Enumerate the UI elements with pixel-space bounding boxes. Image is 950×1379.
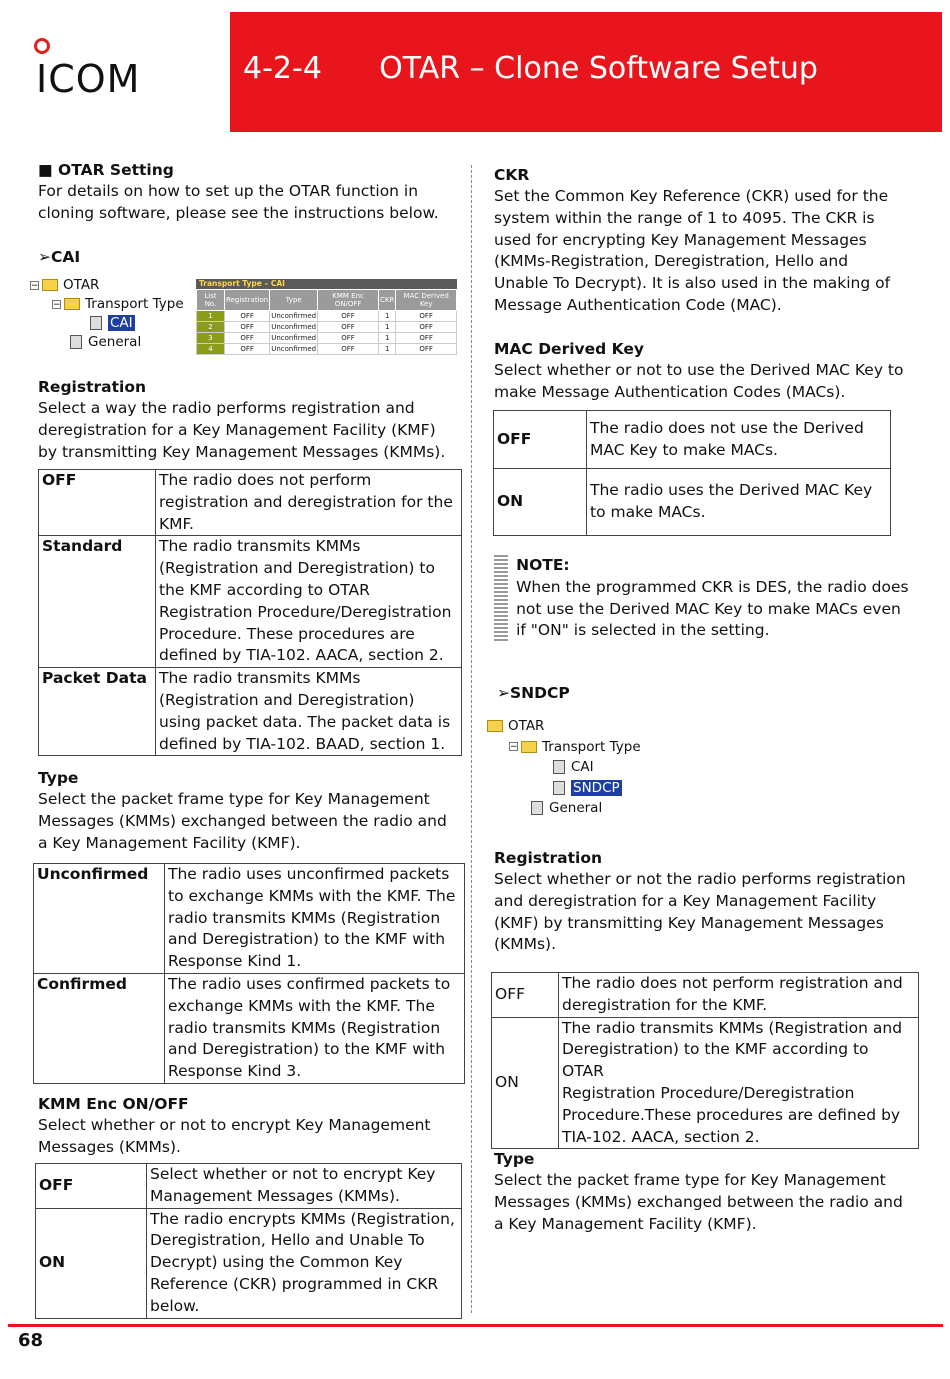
- text-line: Select a way the radio performs registration and: [38, 399, 415, 417]
- text-line: Reference (CKR) programmed in CKR: [150, 1274, 439, 1293]
- text-line: Select the packet frame type for Key Management: [494, 1171, 886, 1189]
- collapse-icon[interactable]: −: [510, 742, 518, 752]
- table-row: [36, 1208, 462, 1318]
- mac-table: [493, 410, 891, 536]
- note-box: [494, 555, 909, 643]
- option-desc: [147, 1164, 462, 1209]
- sndcp-registration-heading: Registration: [494, 849, 603, 867]
- option-desc: [147, 1208, 462, 1318]
- cai-heading: ➢CAI: [38, 248, 81, 266]
- tree-node-sndcp[interactable]: [487, 778, 657, 799]
- table-row: [39, 668, 462, 756]
- text-line: Procedure.These procedures are defined by: [562, 1105, 901, 1124]
- document-icon: [70, 335, 82, 349]
- option-desc: [165, 973, 465, 1083]
- text-line: MAC Key to make MACs.: [590, 440, 778, 459]
- collapse-icon[interactable]: −: [31, 280, 39, 291]
- cell[interactable]: OFF: [318, 322, 379, 333]
- text-line: Registration Procedure/Deregistration: [562, 1083, 855, 1102]
- text-line: Set the Common Key Reference (CKR) used for the: [494, 187, 889, 205]
- table-row[interactable]: [197, 333, 457, 344]
- text-line: exchange KMMs with the KMF. The: [168, 996, 435, 1015]
- otar-setting-heading: ■ OTAR Setting: [38, 161, 174, 179]
- text-line: defined by TIA-102. BAAD, section 1.: [159, 734, 446, 753]
- cell[interactable]: OFF: [225, 322, 270, 333]
- cell[interactable]: Unconfirmed: [271, 345, 317, 353]
- page-title: 4-2-4 OTAR – Clone Software Setup: [243, 51, 818, 86]
- option-desc: [165, 864, 465, 974]
- table-row[interactable]: [197, 322, 457, 333]
- text-line: Select whether or not to encrypt Key: [150, 1165, 436, 1183]
- text-line: cloning software, please see the instructions below.: [38, 203, 439, 222]
- folder-icon: [521, 741, 537, 753]
- table-row[interactable]: [197, 344, 457, 355]
- option-name: ON: [494, 469, 587, 536]
- document-icon: [553, 781, 565, 795]
- text-line: Decrypt) using the Common Key: [150, 1253, 403, 1272]
- registration-heading: Registration: [38, 378, 147, 396]
- option-name: OFF: [39, 470, 156, 536]
- text-line: The radio transmits KMMs (Registration and: [562, 1018, 903, 1037]
- text-line: a Key Management Facility (KMF).: [494, 1214, 757, 1233]
- cell[interactable]: Unconfirmed: [271, 334, 317, 342]
- registration-text: [38, 398, 445, 463]
- option-name: OFF: [492, 973, 559, 1018]
- cell[interactable]: Unconfirmed: [271, 312, 317, 320]
- text-line: Deregistration) to the KMF according to OTAR: [562, 1040, 869, 1081]
- text-line: defined by TIA-102. AACA, section 2.: [159, 646, 444, 665]
- folder-icon: [42, 279, 58, 291]
- tree-label: General: [549, 800, 603, 816]
- tree-node-general[interactable]: [30, 333, 190, 352]
- ckr-heading: CKR: [494, 166, 530, 184]
- text-line: if "ON" is selected in the setting.: [516, 621, 770, 640]
- col-header: List No.: [197, 290, 225, 311]
- note-marker-icon: [494, 555, 508, 643]
- text-line: Select whether or not to encrypt Key Management: [38, 1116, 431, 1134]
- ckr-text: [494, 186, 890, 317]
- document-icon: [553, 760, 565, 774]
- cell[interactable]: OFF: [225, 311, 270, 322]
- footer-rule: [8, 1324, 943, 1327]
- col-header: CKR: [379, 290, 396, 311]
- text-line: The radio uses confirmed packets to: [168, 974, 451, 993]
- kmm-enc-text: [38, 1115, 431, 1159]
- text-line: Response Kind 3.: [168, 1062, 302, 1081]
- table-row: [494, 469, 891, 536]
- cell[interactable]: OFF: [318, 311, 379, 322]
- text-line: and Deregistration) to the KMF with: [168, 930, 446, 949]
- cell[interactable]: 1: [379, 333, 396, 344]
- sndcp-heading: ➢SNDCP: [497, 684, 570, 702]
- icom-logo: [34, 38, 159, 100]
- text-line: deregistration for the KMF.: [562, 995, 768, 1014]
- text-line: Select whether or not to use the Derived MAC Key to: [494, 361, 904, 379]
- table-row: [39, 536, 462, 668]
- option-desc: [156, 668, 462, 756]
- tree-node-cai[interactable]: [487, 757, 657, 778]
- table-row[interactable]: [197, 311, 457, 322]
- tree-node-otar[interactable]: [30, 276, 190, 295]
- cell: 3: [197, 333, 225, 344]
- text-line: The radio encrypts KMMs (Registration,: [150, 1209, 455, 1228]
- cell[interactable]: Unconfirmed: [271, 323, 317, 331]
- registration-table: [38, 469, 462, 756]
- text-line: Management Messages (KMMs).: [150, 1186, 400, 1205]
- cell[interactable]: 1: [379, 344, 396, 355]
- tree-label: OTAR: [63, 277, 100, 293]
- text-line: Procedure. These procedures are: [159, 624, 415, 643]
- text-line: The radio does not perform registration and: [562, 974, 903, 992]
- cell[interactable]: 1: [379, 322, 396, 333]
- note-heading: NOTE:: [516, 556, 570, 574]
- type-heading: Type: [38, 769, 79, 787]
- table-row: [34, 864, 465, 974]
- col-header: Registration: [225, 290, 270, 311]
- column-divider: [471, 165, 472, 1313]
- tree-label: General: [88, 334, 142, 350]
- tree-label: Transport Type: [542, 738, 641, 755]
- table-row: [492, 1017, 919, 1149]
- tree-node-transport[interactable]: [30, 295, 190, 314]
- text-line: (Registration and Deregistration) to: [159, 559, 435, 578]
- tree-label: Transport Type: [85, 296, 184, 312]
- option-name: ON: [492, 1017, 559, 1149]
- text-line: to make MACs.: [590, 503, 706, 521]
- text-line: Select whether or not the radio performs registration: [494, 870, 906, 888]
- option-name: OFF: [494, 411, 587, 469]
- tree-label: CAI: [110, 315, 133, 331]
- tree-node-otar[interactable]: [487, 716, 657, 737]
- sndcp-tree: [487, 716, 657, 819]
- title-banner: [230, 12, 942, 132]
- text-line: The radio transmits KMMs: [159, 537, 361, 556]
- mac-text: [494, 360, 904, 404]
- option-desc: [559, 973, 919, 1018]
- text-line: Messages (KMMs).: [38, 1137, 181, 1156]
- page-number: 68: [18, 1330, 44, 1351]
- text-line: a Key Management Facility (KMF).: [38, 833, 301, 852]
- table-row: [492, 973, 919, 1018]
- text-line: Message Authentication Code (MAC).: [494, 295, 782, 314]
- tree-node-general[interactable]: [487, 798, 657, 819]
- text-line: radio transmits KMMs (Registration: [168, 908, 441, 927]
- option-desc: [587, 469, 891, 536]
- text-line: not use the Derived MAC Key to make MACs even: [516, 599, 901, 618]
- text-line: Response Kind 1.: [168, 952, 302, 971]
- cell[interactable]: OFF: [396, 311, 457, 322]
- text-line: Messages (KMMs) exchanged between the radio and: [494, 1192, 903, 1211]
- note-content: [516, 555, 909, 642]
- text-line: and deregistration for a Key Management Facility: [494, 891, 877, 910]
- kmm-enc-table: [35, 1163, 462, 1319]
- table-row: [494, 411, 891, 469]
- tree-label: CAI: [571, 759, 594, 775]
- otar-intro: [38, 181, 439, 225]
- text-line: radio transmits KMMs (Registration: [168, 1018, 441, 1037]
- cell[interactable]: OFF: [225, 333, 270, 344]
- option-name: OFF: [36, 1164, 147, 1209]
- cell: 1: [197, 311, 225, 322]
- text-line: For details on how to set up the OTAR function in: [38, 182, 419, 200]
- cell[interactable]: OFF: [396, 333, 457, 344]
- option-name: Packet Data: [39, 668, 156, 756]
- cell[interactable]: OFF: [318, 344, 379, 355]
- text-line: the KMF according to OTAR: [159, 580, 370, 599]
- tree-label: SNDCP: [573, 779, 620, 796]
- text-line: system within the range of 1 to 4095. The CKR is: [494, 208, 875, 227]
- col-header: KMM Enc ON/OFF: [318, 290, 379, 311]
- tree-label: OTAR: [508, 718, 545, 734]
- type-text: [38, 789, 447, 854]
- document-icon: [90, 316, 102, 330]
- mac-heading: MAC Derived Key: [494, 340, 644, 358]
- table-row: [36, 1164, 462, 1209]
- text-line: to exchange KMMs with the KMF. The: [168, 886, 456, 905]
- text-line: (KMF) by transmitting Key Management Messages: [494, 913, 884, 932]
- text-line: Messages (KMMs) exchanged between the radio and: [38, 811, 447, 830]
- text-line: Select the packet frame type for Key Management: [38, 790, 430, 808]
- table-row: [34, 973, 465, 1083]
- text-line: using packet data. The packet data is: [159, 712, 451, 731]
- text-line: The radio transmits KMMs: [159, 669, 361, 688]
- option-desc: [559, 1017, 919, 1149]
- option-name: Unconfirmed: [34, 864, 165, 974]
- text-line: by transmitting Key Management Messages (KMMs).: [38, 442, 446, 461]
- text-line: TIA-102. AACA, section 2.: [562, 1127, 760, 1146]
- text-line: (Registration and Deregistration): [159, 690, 415, 709]
- cell[interactable]: OFF: [396, 322, 457, 333]
- col-header: Type: [270, 290, 318, 311]
- folder-icon: [487, 720, 503, 732]
- sndcp-type-heading: Type: [494, 1150, 535, 1168]
- text-line: deregistration for a Key Management Facility (KMF): [38, 420, 436, 439]
- text-line: Unable To Decrypt). It is also used in the making of: [494, 274, 891, 293]
- text-line: registration and deregistration for the: [159, 492, 453, 511]
- table-row: [39, 470, 462, 536]
- cell: 4: [197, 344, 225, 355]
- sndcp-registration-table: [491, 972, 919, 1149]
- cell[interactable]: OFF: [225, 344, 270, 355]
- logo-ring: [34, 38, 50, 54]
- tree-node-transport[interactable]: [487, 737, 657, 758]
- tree-node-cai[interactable]: [30, 314, 190, 333]
- cai-settings-table: [196, 279, 457, 355]
- option-desc: [587, 411, 891, 469]
- option-desc: [156, 470, 462, 536]
- text-line: Registration Procedure/Deregistration: [159, 602, 452, 621]
- text-line: KMF.: [159, 514, 194, 533]
- cell[interactable]: OFF: [396, 344, 457, 355]
- text-line: make Message Authentication Codes (MACs).: [494, 382, 846, 401]
- text-line: below.: [150, 1296, 200, 1315]
- option-name: Standard: [39, 536, 156, 668]
- text-line: The radio does not use the Derived: [590, 418, 864, 437]
- option-name: Confirmed: [34, 973, 165, 1083]
- text-line: and Deregistration) to the KMF with: [168, 1040, 446, 1059]
- logo-text: ICOM: [36, 57, 141, 101]
- folder-icon: [64, 298, 80, 310]
- option-desc: [156, 536, 462, 668]
- text-line: (KMMs).: [494, 935, 557, 954]
- text-line: The radio does not perform: [159, 471, 372, 489]
- cai-tree: [30, 276, 190, 352]
- document-icon: [531, 801, 543, 815]
- sndcp-registration-text: [494, 869, 906, 956]
- collapse-icon[interactable]: −: [53, 299, 61, 310]
- text-line: When the programmed CKR is DES, the radio does: [516, 577, 909, 596]
- kmm-enc-heading: KMM Enc ON/OFF: [38, 1095, 189, 1113]
- type-table: [33, 863, 465, 1084]
- text-line: Deregistration, Hello and Unable To: [150, 1231, 425, 1250]
- cell: 2: [197, 322, 225, 333]
- sndcp-type-text: [494, 1170, 903, 1235]
- text-line: (KMMs-Registration, Deregistration, Hello and: [494, 252, 849, 271]
- cell[interactable]: OFF: [318, 333, 379, 344]
- table-caption: Transport Type – CAI: [196, 279, 457, 289]
- col-header: MAC Derived Key: [396, 290, 457, 311]
- text-line: The radio uses the Derived MAC Key: [590, 481, 873, 500]
- cell[interactable]: 1: [379, 311, 396, 322]
- text-line: used for encrypting Key Management Messages: [494, 230, 867, 249]
- option-name: ON: [36, 1208, 147, 1318]
- text-line: The radio uses unconfirmed packets: [168, 865, 450, 883]
